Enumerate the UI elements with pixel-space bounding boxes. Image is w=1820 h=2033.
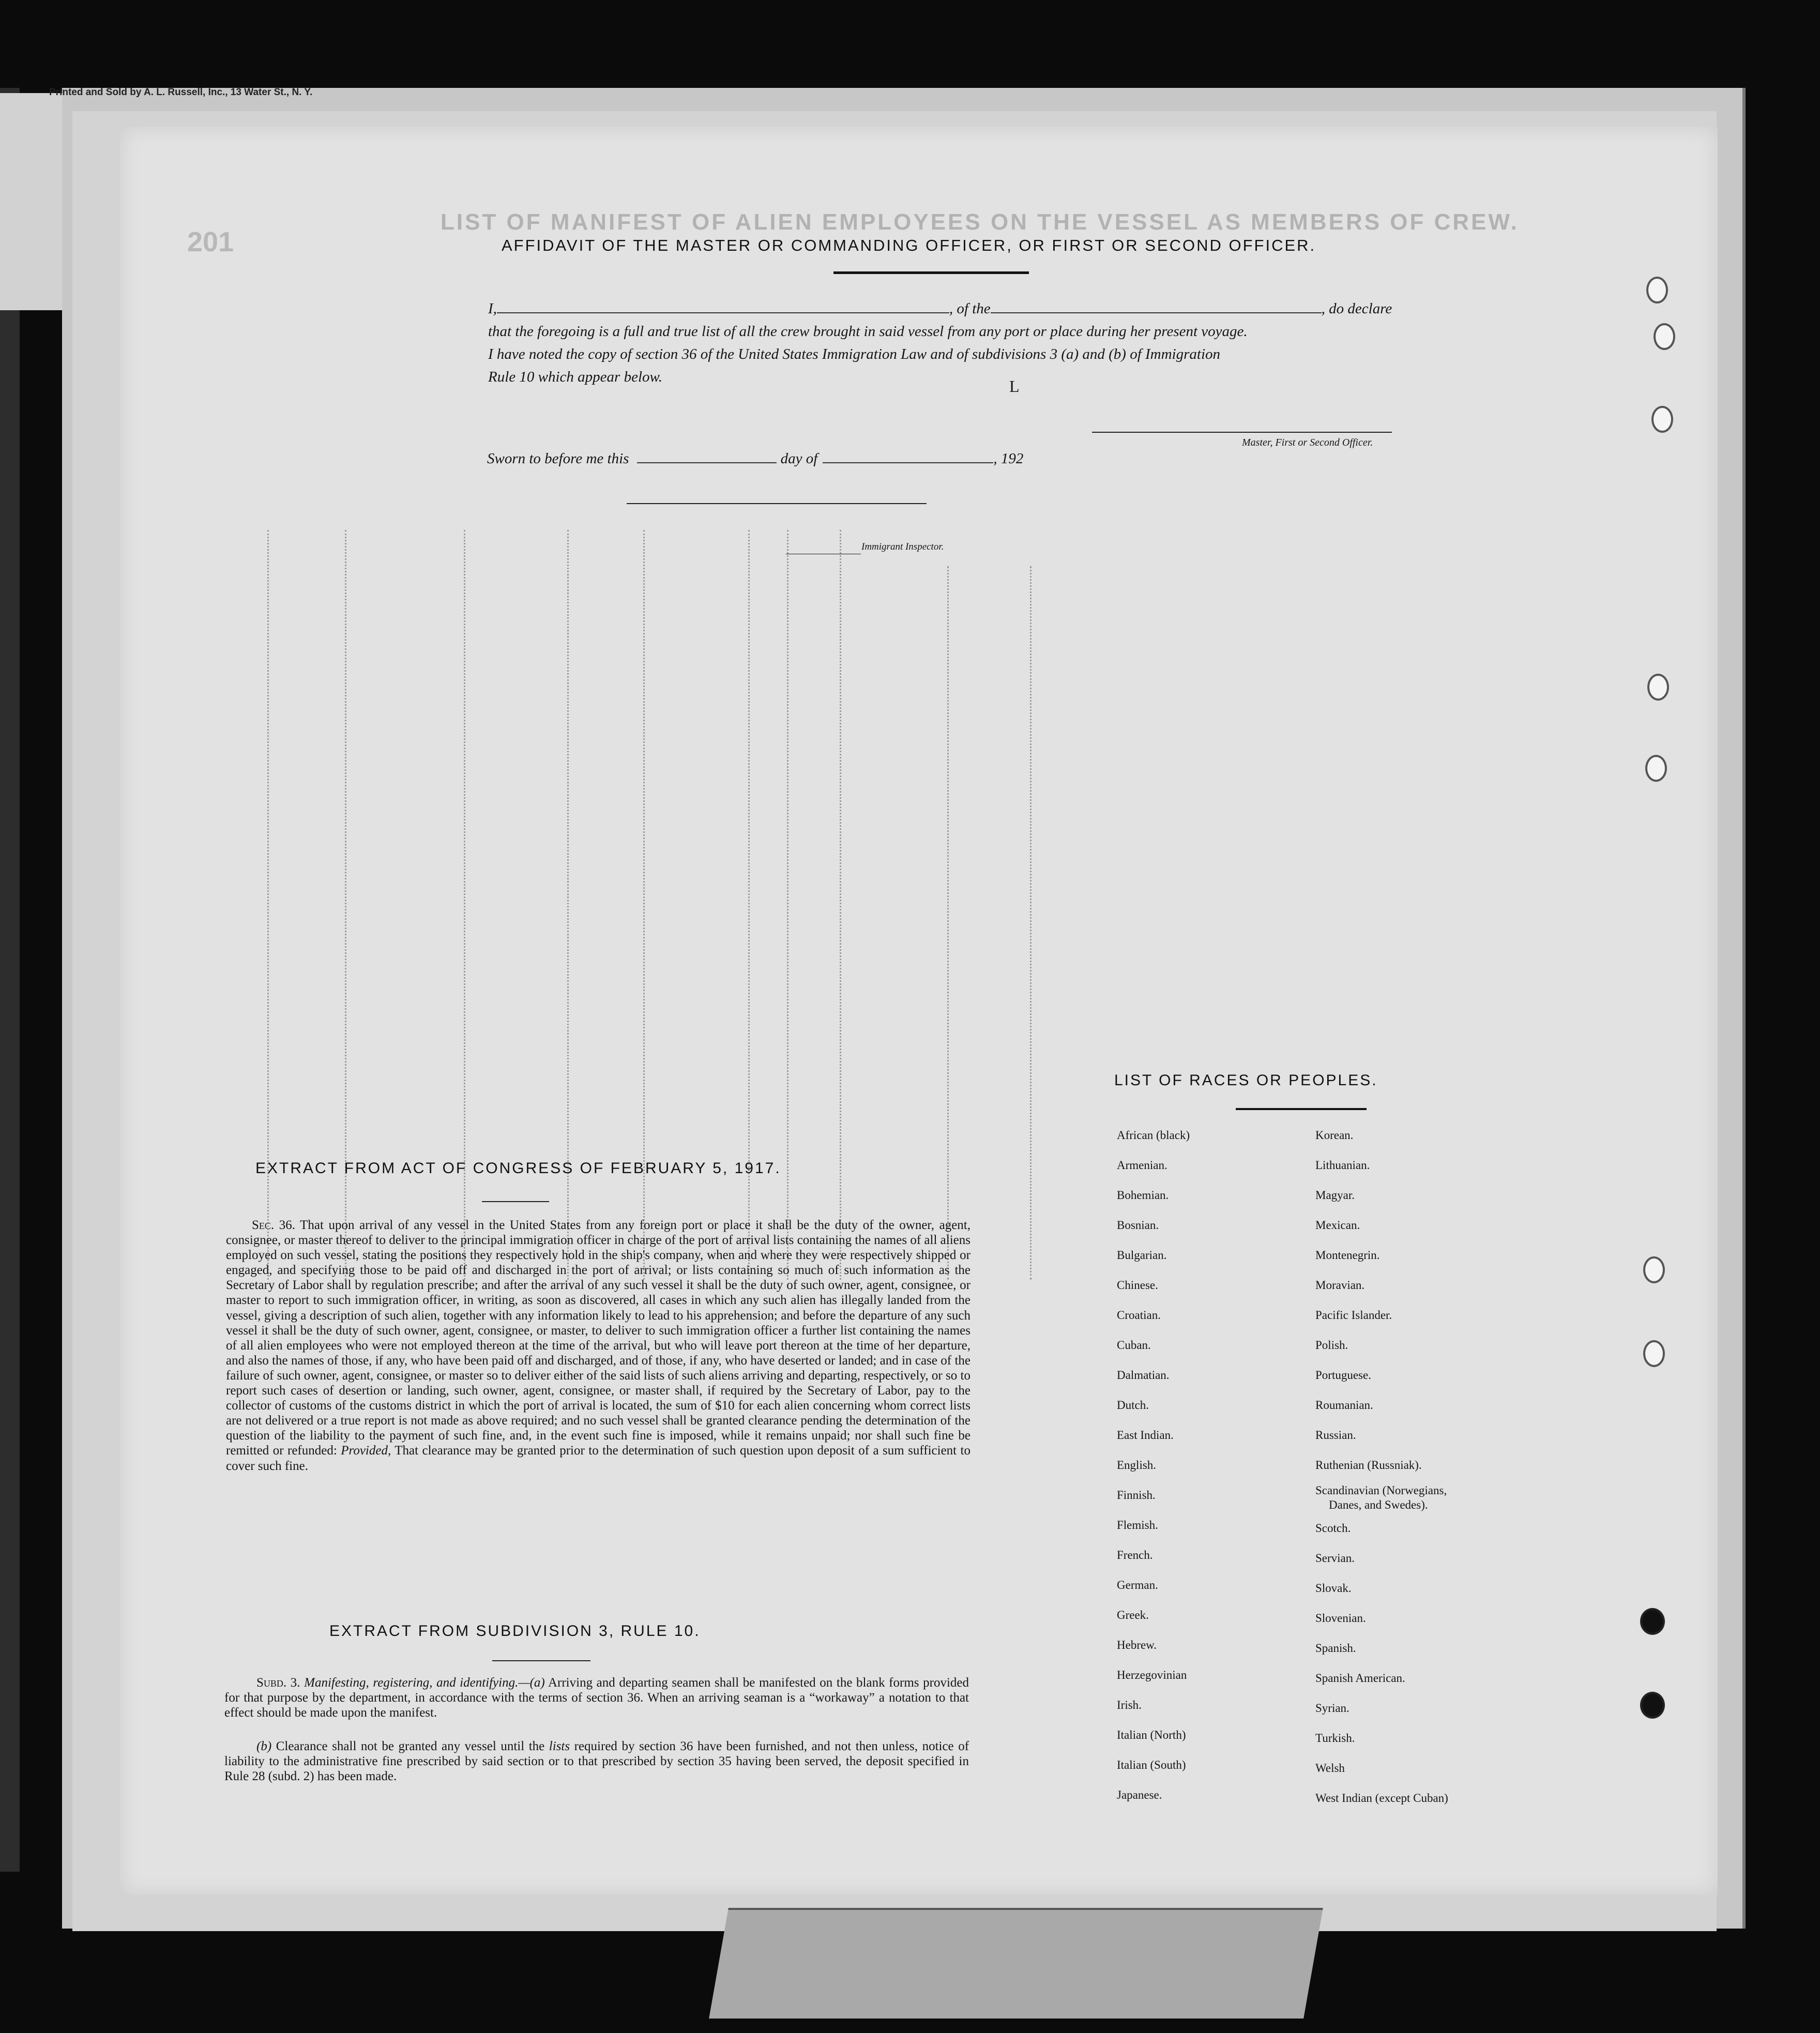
sworn-month-blank <box>823 462 993 463</box>
race-item: Spanish American. <box>1315 1672 1405 1685</box>
page-curl <box>709 1908 1323 2019</box>
punch-hole <box>1640 1608 1665 1635</box>
race-item: Moravian. <box>1315 1279 1365 1292</box>
race-item: East Indian. <box>1117 1429 1174 1442</box>
race-item: Ruthenian (Russniak). <box>1315 1459 1422 1471</box>
race-item: Roumanian. <box>1315 1399 1373 1412</box>
race-item: Irish. <box>1117 1698 1142 1711</box>
race-item: Cuban. <box>1117 1339 1151 1352</box>
inspector-label: Immigrant Inspector. <box>861 541 944 552</box>
races-title-rule <box>1236 1108 1367 1110</box>
race-item: African (black) <box>1117 1129 1190 1142</box>
bleed-through-column-line <box>840 530 841 1280</box>
punch-hole <box>1647 674 1669 701</box>
race-item: Montenegrin. <box>1315 1249 1380 1262</box>
race-item: French. <box>1117 1549 1153 1561</box>
proviso-word: Provided, <box>341 1444 391 1458</box>
race-item: Dalmatian. <box>1117 1369 1170 1382</box>
affidavit-declare-label: , do declare <box>1321 300 1392 317</box>
bleed-through-page-number: 201 <box>187 226 234 257</box>
race-item: Spanish. <box>1315 1642 1356 1655</box>
race-item: Polish. <box>1315 1339 1348 1352</box>
race-item: English. <box>1117 1459 1157 1471</box>
scan-frame-left <box>0 88 20 1872</box>
punch-hole <box>1654 323 1675 350</box>
race-item: Italian (South) <box>1117 1758 1186 1771</box>
race-item: Greek. <box>1117 1609 1149 1621</box>
race-item: Finnish. <box>1117 1489 1156 1501</box>
para-b-part-1: Clearance shall not be granted any vessel until the <box>276 1739 545 1753</box>
bleed-through-title: LIST OF MANIFEST OF ALIEN EMPLOYEES ON THE VESSEL AS MEMBERS OF CREW. <box>441 209 1519 235</box>
race-item: Slovenian. <box>1315 1612 1366 1625</box>
affidavit-line-4: Rule 10 which appear below. <box>488 369 662 385</box>
master-signature-label: Master, First or Second Officer. <box>1242 437 1373 448</box>
race-item: Magyar. <box>1315 1189 1355 1202</box>
race-item: Turkish. <box>1315 1732 1355 1744</box>
affidavit-of-the-label: , of the <box>949 300 991 317</box>
race-item: Scotch. <box>1315 1522 1351 1535</box>
inspector-signature-line <box>627 503 927 504</box>
race-item: Bulgarian. <box>1117 1249 1167 1262</box>
bleed-through-column-line <box>1030 566 1032 1280</box>
race-item-scandinavian: Scandinavian (Norwegians, <box>1315 1484 1447 1497</box>
sworn-day-of: day of <box>780 450 818 467</box>
sec-label: Sec. 36. <box>252 1218 295 1232</box>
race-item: Herzegovinian <box>1117 1668 1187 1681</box>
bleed-through-column-line <box>787 530 788 1280</box>
sworn-prefix: Sworn to before me this <box>487 450 629 467</box>
affidavit-i-label: I, <box>488 300 497 317</box>
race-item: Portuguese. <box>1315 1369 1371 1382</box>
race-item: German. <box>1117 1579 1158 1591</box>
punch-hole <box>1651 406 1673 433</box>
subd-label: Subd. 3. <box>256 1676 300 1690</box>
para-b-label: (b) <box>256 1739 272 1753</box>
subd-heading: Manifesting, registering, and identifying.—(a) <box>304 1676 545 1690</box>
affidavit-line-2: that the foregoing is a full and true list of all the crew brought in said vessel from any port or place during her present voyage. <box>488 323 1248 340</box>
punch-hole <box>1645 755 1667 782</box>
race-item: Welsh <box>1315 1762 1345 1774</box>
race-item: Bosnian. <box>1117 1219 1159 1232</box>
race-item-scandinavian-cont: Danes, and Swedes). <box>1329 1498 1428 1511</box>
affidavit-title-rule <box>833 271 1029 274</box>
act-section-36-text <box>226 1218 970 1474</box>
rule-extract-rule <box>492 1660 590 1661</box>
race-item: Korean. <box>1315 1129 1354 1142</box>
race-item: Dutch. <box>1117 1399 1149 1412</box>
sworn-day-blank <box>637 462 777 463</box>
race-item <box>1315 1480 1448 1513</box>
races-right-column <box>1315 1120 1448 1813</box>
race-item: Slovak. <box>1315 1582 1352 1595</box>
race-item: Chinese. <box>1117 1279 1158 1292</box>
race-item: Servian. <box>1315 1552 1355 1565</box>
proviso-text: That clearance may be granted prior to the determination of such question upon deposit of a sum sufficient to cover such fine. <box>226 1444 970 1473</box>
races-left-column <box>1117 1120 1190 1810</box>
punch-hole <box>1643 1340 1665 1367</box>
para-b-lists: lists <box>549 1739 570 1753</box>
printer-credit: Printed and Sold by A. L. Russell, Inc., 13 Water St., N. Y. <box>49 87 313 98</box>
rule-extract-title: EXTRACT FROM SUBDIVISION 3, RULE 10. <box>329 1622 701 1640</box>
bleed-through-column-line <box>947 566 949 1280</box>
act-extract-rule <box>482 1201 549 1202</box>
punch-hole <box>1646 277 1668 304</box>
sworn-line <box>487 447 1023 470</box>
race-item: Pacific Islander. <box>1315 1309 1392 1322</box>
rule-subd-3-b <box>224 1739 969 1784</box>
race-item: Armenian. <box>1117 1159 1167 1172</box>
race-item: Syrian. <box>1315 1702 1349 1715</box>
race-item: Japanese. <box>1117 1788 1162 1801</box>
subd-para-a: Arriving and departing seamen shall be manifested on the blank forms provided for that purpose by the department, in accordance with the terms of section 36. When an arriving seaman is a “workaway” a notation to that effect should be made upon the manifest. <box>224 1676 969 1720</box>
punch-hole <box>1643 1256 1665 1283</box>
race-item: Russian. <box>1315 1429 1356 1442</box>
affidavit-page <box>120 127 1718 1895</box>
sec-36-body: That upon arrival of any vessel in the United States from any foreign port or place it shall be the duty of the owner, agent, consignee, or master thereof to deliver to the principal immigration officer in charge of the port of arrival lists containing the names of all aliens employed on such vessel, stating the positions they respectively hold in the ship's company, when and where they were respectively shipped or engaged, and specifying those to be paid off and discharged in the port of arrival; or lists containing so much of such information as the Secretary of Labor shall by regulation prescribe; and after the arrival of any such vessel it shall be the duty of such owner, agent, consignee, or master to report to such immigration officer, in writing, as soon as discovered, all cases in which any such alien has illegally landed from the vessel, giving a description of such alien, together with any information likely to lead to his apprehension; and before the departure of any such vessel it shall be the duty of such owner, agent, consignee, or master, to deliver to such immigration officer a further list containing the names of all alien employees who were not employed thereon at the time of the arrival, but who will leave port thereon at the time of her departure, and also the names of those, if any, who have been paid off and discharged, and of those, if any, who have deserted or landed; and in case of the failure of such owner, agent, consignee, or master so to deliver either of the said lists of such aliens arriving and departing, respectively, or so to report such cases of desertion or landing, such owner, agent, consignee, or master shall, if required by the Secretary of Labor, pay to the collector of customs of the customs district in which the port of arrival is located, the sum of $10 for each alien concerning whom correct lists are not delivered or a true report is not made as above required; and no such vessel shall be granted clearance pending the determination of the question of the liability to the payment of such fine, and, in the event such fine is imposed, while it remains unpaid; nor shall such fine be remitted or refunded: <box>226 1218 970 1458</box>
race-item: West Indian (except Cuban) <box>1315 1792 1448 1804</box>
affidavit-line-3: I have noted the copy of section 36 of the United States Immigration Law and of subdivisions 3 (a) and (b) of Immigration <box>488 346 1221 362</box>
race-item: Lithuanian. <box>1315 1159 1370 1172</box>
master-signature-line <box>1092 432 1392 433</box>
races-title: LIST OF RACES OR PEOPLES. <box>1114 1072 1378 1089</box>
vessel-name-blank <box>991 312 1322 313</box>
act-extract-title: EXTRACT FROM ACT OF CONGRESS OF FEBRUARY 5, 1917. <box>255 1160 781 1177</box>
handwritten-mark: L <box>1009 377 1020 396</box>
para-b-part-2: required by section 36 have been furnished, and not then unless, notice of liability to the administrative fine prescribed by said section or to that prescribed by section 35 having been served, the deposit specified in Rule 28 (subd. 2) has been made. <box>224 1739 969 1784</box>
affidavit-title: AFFIDAVIT OF THE MASTER OR COMMANDING OFFICER, OR FIRST OR SECOND OFFICER. <box>502 236 1316 254</box>
sworn-year: , 192 <box>993 450 1024 467</box>
race-item: Hebrew. <box>1117 1638 1157 1651</box>
rule-subd-3-a <box>224 1675 969 1720</box>
race-item: Italian (North) <box>1117 1728 1186 1741</box>
punch-hole <box>1640 1692 1665 1719</box>
race-item: Mexican. <box>1315 1219 1360 1232</box>
affidavit-line-1 <box>488 297 1392 320</box>
race-item: Flemish. <box>1117 1519 1158 1531</box>
master-name-blank <box>497 312 949 313</box>
race-item: Croatian. <box>1117 1309 1161 1322</box>
race-item: Bohemian. <box>1117 1189 1169 1202</box>
